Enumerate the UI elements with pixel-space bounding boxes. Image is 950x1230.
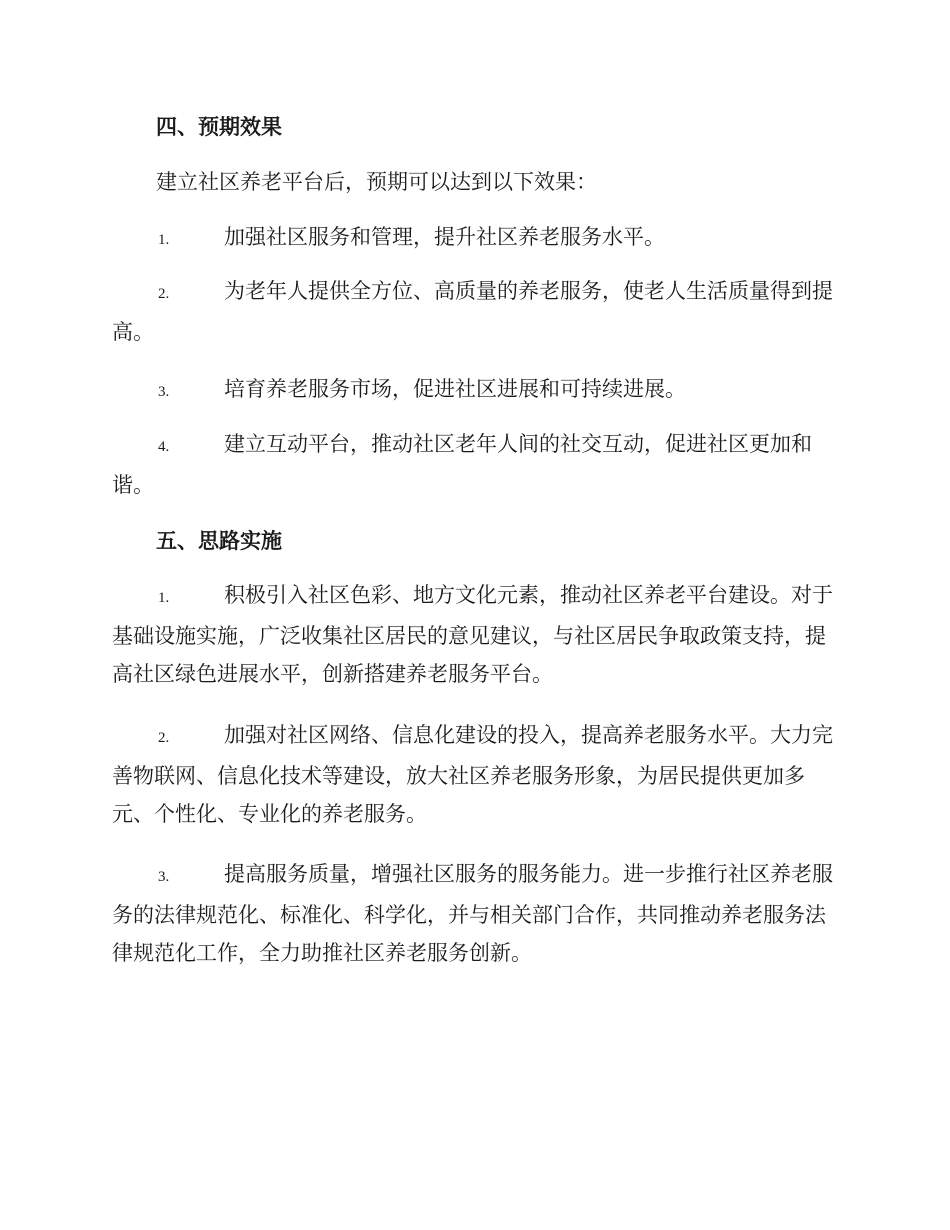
- item-text: 培育养老服务市场，促进社区进展和可持续进展。: [224, 377, 686, 401]
- section-4-item-4: 4. 建立互动平台，推动社区老年人间的社交互动，促进社区更加和谐。: [112, 432, 812, 497]
- item-text: 加强对社区网络、信息化建设的投入，提高养老服务水平。大力完善物联网、信息化技术等建设，放大社区养老服务形象，为居民提供更加多元、个性化、专业化的养老服务。: [112, 723, 833, 826]
- item-text: 提高服务质量，增强社区服务的服务能力。进一步推行社区养老服务的法律规范化、标准化、科学化，并与相关部门合作，共同推动养老服务法律规范化工作，全力助推社区养老服务创新。: [112, 862, 833, 965]
- section-4-item-2: 2. 为老年人提供全方位、高质量的养老服务，使老人生活质量得到提高。: [112, 279, 833, 344]
- item-text: 为老年人提供全方位、高质量的养老服务，使老人生活质量得到提高。: [112, 279, 833, 344]
- section-4-item-1: 1. 加强社区服务和管理，提升社区养老服务水平。: [158, 225, 665, 249]
- section-4-intro: 建立社区养老平台后，预期可以达到以下效果：: [156, 170, 597, 194]
- section-5-heading: 五、思路实施: [156, 528, 282, 553]
- section-4-item-3: 3. 培育养老服务市场，促进社区进展和可持续进展。: [158, 377, 686, 401]
- section-5-item-1: 1. 积极引入社区色彩、地方文化元素，推动社区养老平台建设。对于基础设施实施，广泛收集社区居民的意见建议，与社区居民争取政策支持，提高社区绿色进展水平，创新搭建养老服务平台。: [112, 583, 833, 686]
- item-text: 积极引入社区色彩、地方文化元素，推动社区养老平台建设。对于基础设施实施，广泛收集社区居民的意见建议，与社区居民争取政策支持，提高社区绿色进展水平，创新搭建养老服务平台。: [112, 583, 833, 686]
- section-4-heading: 四、预期效果: [156, 114, 282, 139]
- item-text: 建立互动平台，推动社区老年人间的社交互动，促进社区更加和谐。: [112, 432, 812, 497]
- section-5-item-3: 3. 提高服务质量，增强社区服务的服务能力。进一步推行社区养老服务的法律规范化、标准化、科学化，并与相关部门合作，共同推动养老服务法律规范化工作，全力助推社区养老服务创新。: [112, 862, 833, 965]
- item-text: 加强社区服务和管理，提升社区养老服务水平。: [224, 225, 665, 249]
- section-5-item-2: 2. 加强对社区网络、信息化建设的投入，提高养老服务水平。大力完善物联网、信息化技术等建设，放大社区养老服务形象，为居民提供更加多元、个性化、专业化的养老服务。: [112, 723, 833, 826]
